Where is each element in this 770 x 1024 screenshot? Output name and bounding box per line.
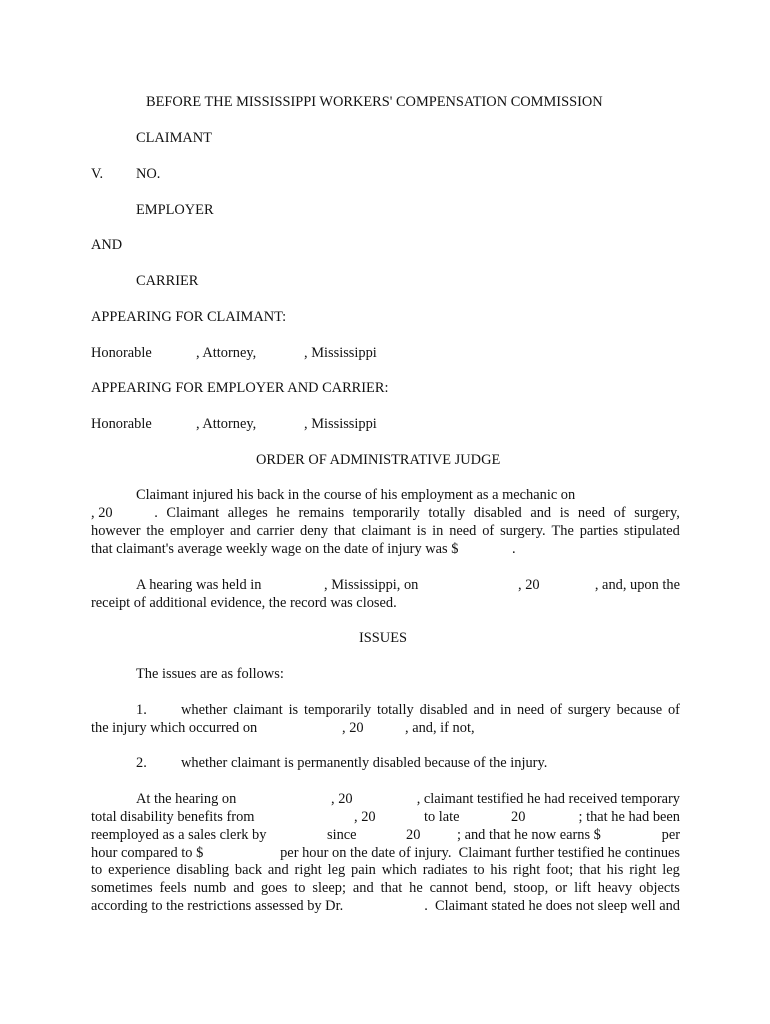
para3-l3-e: per [661,827,680,843]
para1-line4: that claimant's average weekly wage on the date of injury was $ [91,541,459,557]
appearing-employer-label: APPEARING FOR EMPLOYER AND CARRIER: [91,380,389,396]
para3-l1-c: , claimant testified he had received temporary [416,791,680,807]
para2-line2: receipt of additional evidence, the record was closed. [91,595,397,611]
caption-claimant: CLAIMANT [136,130,212,146]
claimant-counsel-honorable: Honorable [91,345,152,361]
employer-counsel-city: , Mississippi [304,416,377,432]
caption-number: NO. [136,166,161,182]
para3-l4-a: hour compared to $ [91,845,204,861]
para1-line1: Claimant injured his back in the course of his employment as a mechanic on [136,487,576,503]
issue2-number: 2. [136,755,147,771]
issue2-text: whether claimant is permanently disabled because of the injury. [181,755,548,771]
para3-l7-a: according to the restrictions assessed by Dr. [91,898,344,914]
caption-carrier: CARRIER [136,273,199,289]
para3-l1-a: At the hearing on [136,791,237,807]
issue1-line1: whether claimant is temporarily totally disabled and in need of surgery because of [181,702,680,718]
issue1-line2-a: the injury which occurred on [91,720,258,736]
issues-intro: The issues are as follows: [136,666,284,682]
document-heading: BEFORE THE MISSISSIPPI WORKERS' COMPENSATION COMMISSION [146,94,603,110]
employer-counsel-attorney: , Attorney, [196,416,257,432]
para1-line3: however the employer and carrier deny that claimant is in need of surgery. The parties stipulated [91,523,680,539]
para3-l2-c: to late [424,809,460,825]
claimant-counsel-city: , Mississippi [304,345,377,361]
para2-hearing-held: A hearing was held in [136,577,262,593]
order-title: ORDER OF ADMINISTRATIVE JUDGE [256,452,501,468]
para2-upon-the: , and, upon the [594,577,680,593]
caption-versus: V. [91,166,104,182]
para3-l2-e: ; that he had been [578,809,680,825]
para3-l2-b: , 20 [354,809,376,825]
appearing-claimant-label: APPEARING FOR CLAIMANT: [91,309,287,325]
issue1-number: 1. [136,702,147,718]
para1-line2: , 20 . Claimant alleges he remains temporarily totally disabled and is need of surgery, [91,505,680,521]
para2-mississippi-on: , Mississippi, on [324,577,419,593]
employer-counsel-honorable: Honorable [91,416,152,432]
para3-l3-b: since [327,827,357,843]
para2-year: , 20 [518,577,540,593]
para1-line4-end: . [512,541,516,557]
para3-l3-c: 20 [406,827,421,843]
para3-l2-d: 20 [511,809,526,825]
para3-l4-b: per hour on the date of injury. Claimant further testified he continues [280,845,680,861]
issue1-line2-end: , and, if not, [405,720,475,736]
issues-title: ISSUES [359,630,407,646]
claimant-counsel-attorney: , Attorney, [196,345,257,361]
caption-employer: EMPLOYER [136,202,214,218]
para3-l2-a: total disability benefits from [91,809,255,825]
caption-and: AND [91,237,123,253]
para3-l6: sometimes feels numb and goes to sleep; and that he cannot bend, stoop, or lift heavy objects [91,880,680,896]
para3-l1-b: , 20 [331,791,353,807]
para3-l3-d: ; and that he now earns $ [457,827,601,843]
para3-l5: to experience disabling back and right leg pain which radiates to his right foot; that his right leg [91,862,680,878]
para3-l3-a: reemployed as a sales clerk by [91,827,267,843]
para3-l7-b: . Claimant stated he does not sleep well and [424,898,680,914]
issue1-line2-year: , 20 [342,720,364,736]
